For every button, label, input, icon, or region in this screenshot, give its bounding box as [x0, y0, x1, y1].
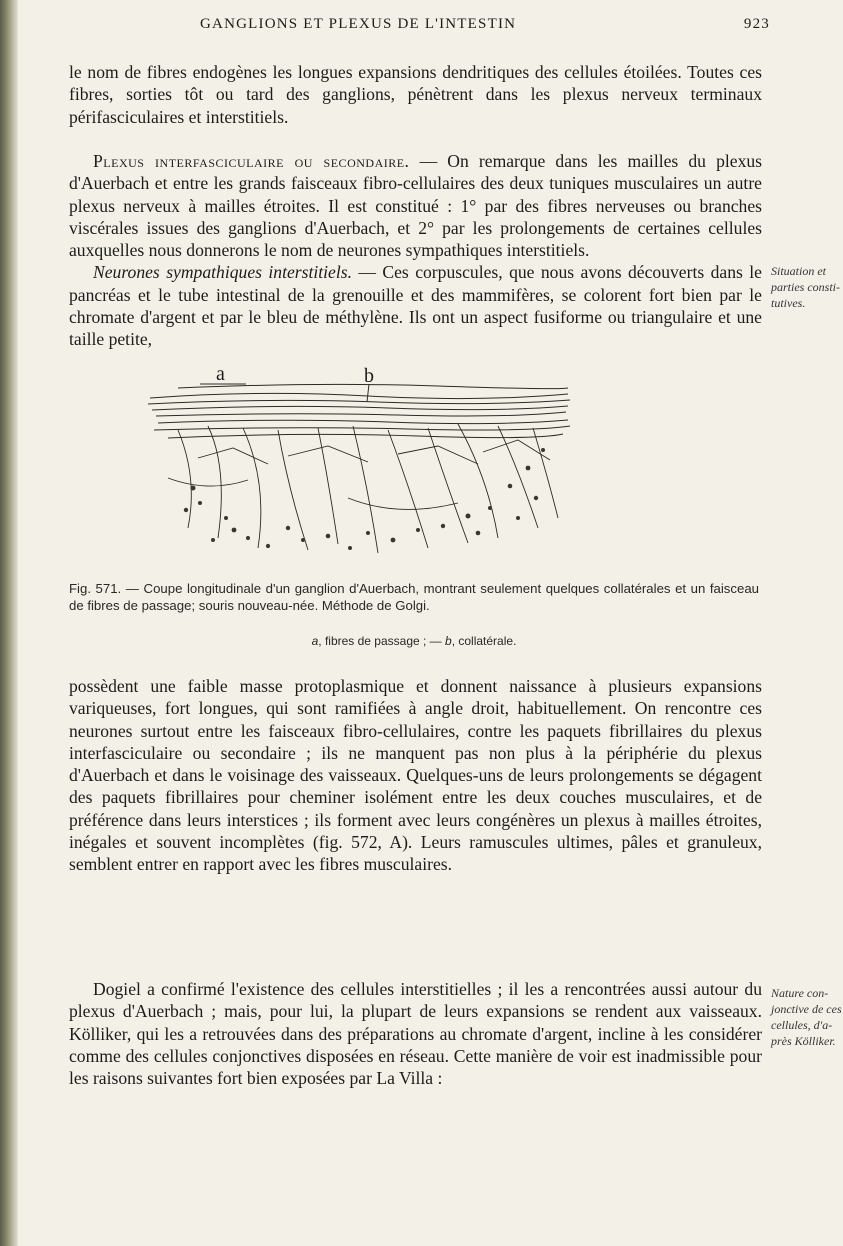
figure-caption: Fig. 571. — Coupe longitudinale d'un ganglion d'Auerbach, montrant seulement quelques collatérales et un faisceau de fibres de passage; souris nouveau-née. Méthode de Golgi. — [69, 581, 759, 613]
paragraph-3-body — [69, 261, 762, 350]
paragraph-5-text: Dogiel a confirmé l'existence des cellules interstitielles ; il les a rencontrées aussi autour du plexus d'Auerbach ; mais, pour lui, la plupart de leurs expansions se rendent aux vaisseaux. Kölliker, qui les a retrouvées dans des préparations au chromate d'argent, incline à les considérer comme des cellules conjonctives disposées en réseau. Cette manière de voir est inadmissible pour les raisons suivantes fort bien exposées par La Villa : — [69, 979, 762, 1089]
page-number: 923 — [743, 16, 770, 32]
margin-note-1-line-3: tutives. — [771, 296, 806, 310]
margin-note-1-line-1: Situation et — [771, 264, 826, 278]
legend-key-b: b — [445, 634, 452, 648]
legend-key-a: a — [311, 634, 319, 648]
legend-text-a: , fibres de passage ; — — [318, 634, 446, 648]
paragraph-3-text: — Ces corpuscules, que nous avons découverts dans le pancréas et le tube intestinal de la grenouille et des mammifères, se colorent fort bien par le chromate d'argent et par le bleu de méthylène. Ils ont un aspect fusiforme ou triangulaire et une taille petite, — [69, 262, 762, 350]
book-binding-shadow — [0, 0, 18, 1246]
ganglion-drawing — [138, 363, 578, 564]
margin-note-2-line-3: cellules, d'a- — [771, 1018, 833, 1032]
margin-note-1-line-2: parties consti- — [771, 280, 840, 294]
label-b: b — [364, 365, 374, 387]
margin-note-nature — [771, 985, 843, 1049]
legend-text-b: , collatérale. — [451, 634, 517, 648]
paragraph-5 — [69, 978, 762, 1089]
margin-note-situation — [771, 263, 843, 311]
paragraph-2-text: — On remarque dans les mailles du plexus d'Auerbach et entre les grands faisceaux fibro-cellulaires des deux tuniques musculaires un autre plexus nerveux à mailles étroites. Il est constitué : 1° par des fibres nerveuses ou branches viscérales issues des ganglions d'Auerbach, et 2° par les prolongements de certaines cellules auxquelles nous donnerons le nom de neurones sympathiques interstitiels. — [69, 151, 763, 261]
margin-note-2-line-4: près Kölliker. — [771, 1034, 836, 1048]
paragraph-4 — [69, 675, 762, 876]
paragraph-2-body — [69, 150, 762, 261]
section-heading-neurones: Neurones sympathiques interstitiels. — [93, 262, 352, 283]
margin-note-2-line-2: jonctive de ces — [771, 1002, 842, 1016]
figure-legend — [69, 634, 759, 648]
paragraph-plexus-interfasciculaire — [69, 150, 762, 351]
running-title: GANGLIONS ET PLEXUS DE L'INTESTIN — [200, 16, 517, 32]
paragraph-1 — [69, 61, 762, 128]
section-heading-plexus: Plexus interfasciculaire ou secondaire. — [93, 151, 410, 171]
paragraph-1-text: le nom de fibres endogènes les longues expansions dendritiques des cellules étoilées. Toutes ces fibres, sorties tôt ou tard des ganglions, pénètrent dans les plexus nerveux terminaux périfasciculaires et interstitiels. — [69, 62, 762, 127]
running-header — [70, 16, 770, 38]
figure-571-illustration — [138, 363, 578, 564]
label-a: a — [216, 363, 225, 385]
margin-note-2-line-1: Nature con- — [771, 986, 829, 1000]
paragraph-4-text: possèdent une faible masse protoplasmique et donnent naissance à plusieurs expansions variqueuses, fort longues, qui sont ramifiées à angle droit, habituellement. On rencontre ces neurones surtout entre les faisceaux fibro-cellulaires, contre les paquets fibrillaires du plexus interfasciculaire ou secondaire ; ils ne manquent pas non plus à la périphérie du plexus d'Auerbach et dans le voisinage des vaisseaux. Quelques-uns de leurs prolongements se dégagent des paquets fibrillaires pour cheminer isolément entre les deux couches musculaires, et de préférence dans leurs interstices ; ils forment avec leurs congénères un plexus à mailles étroites, inégales et souvent incomplètes (fig. 572, A). Leurs ramuscules ultimes, pâles et granuleux, semblent entrer en rapport avec les fibres musculaires. — [69, 676, 762, 875]
